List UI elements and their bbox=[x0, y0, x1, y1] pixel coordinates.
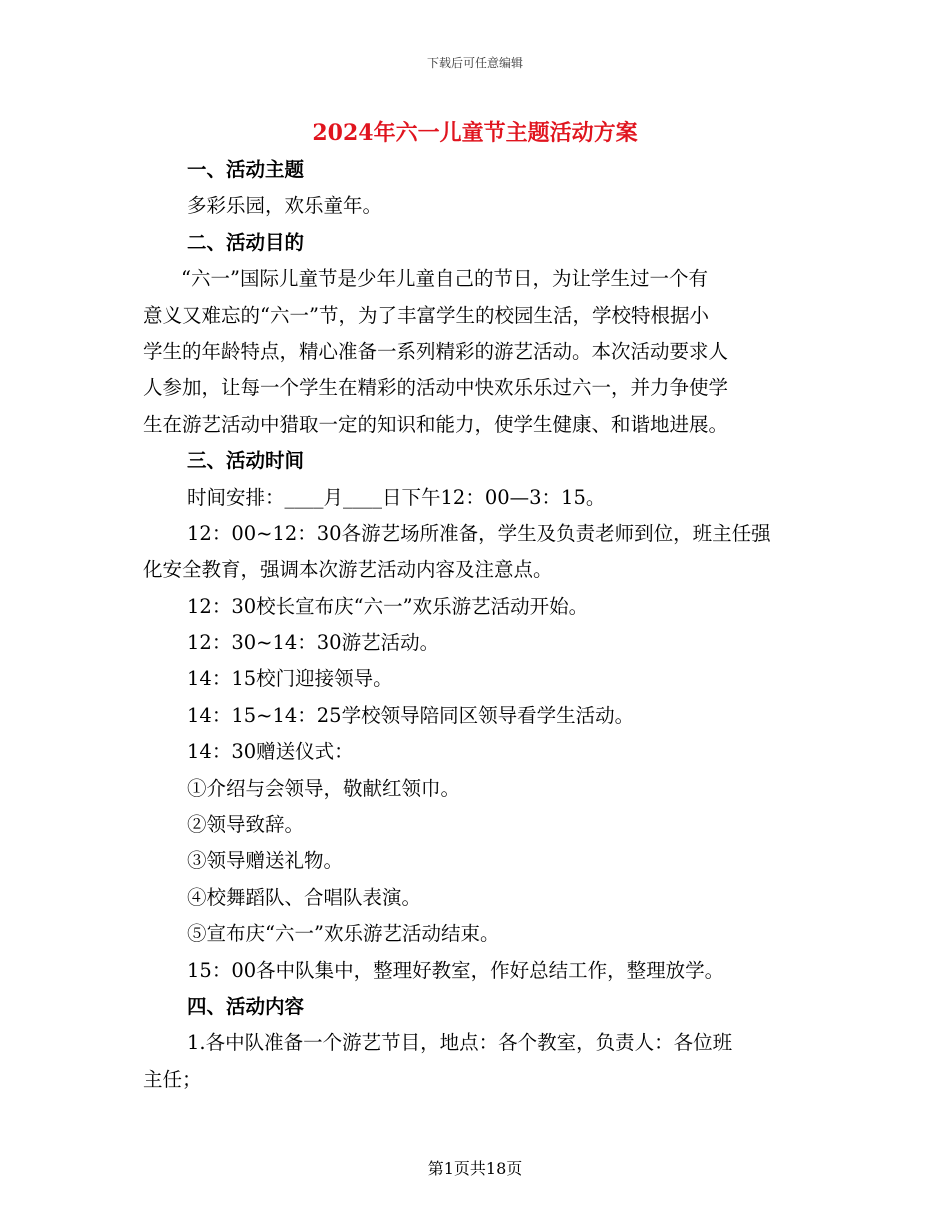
header-note: 下载后可任意编辑 bbox=[426, 56, 523, 70]
schedule-line: 15：00各中队集中，整理好教室，作好总结工作，整理放学。 bbox=[187, 958, 725, 982]
schedule-line: 时间安排：____月____日下午12：00—3：15。 bbox=[187, 485, 606, 509]
paragraph: 多彩乐园，欢乐童年。 bbox=[187, 194, 383, 218]
list-item: ⑤宣布庆“六一”欢乐游艺活动结束。 bbox=[187, 922, 500, 946]
list-item: ③领导赠送礼物。 bbox=[187, 849, 344, 873]
schedule-line: 14：15校门迎接领导。 bbox=[187, 667, 393, 691]
section-heading: 四、活动内容 bbox=[187, 994, 305, 1018]
section-heading: 三、活动时间 bbox=[187, 449, 305, 473]
section-heading: 二、活动目的 bbox=[187, 230, 305, 254]
schedule-line: 14：30赠送仪式： bbox=[187, 740, 354, 764]
list-item: ④校舞蹈队、合唱队表演。 bbox=[187, 885, 422, 909]
paragraph-line: 人参加，让每一个学生在精彩的活动中快欢乐乐过六一，并力争使学 bbox=[143, 376, 729, 400]
schedule-line: 12：00~12：30各游艺场所准备，学生及负责老师到位，班主任强 bbox=[187, 521, 771, 545]
schedule-line: 化安全教育，强调本次游艺活动内容及注意点。 bbox=[143, 558, 553, 582]
paragraph-line: “六一”国际儿童节是少年儿童自己的节日，为让学生过一个有 bbox=[181, 267, 708, 291]
paragraph-line: 意义又难忘的“六一”节，为了丰富学生的校园生活，学校特根据小 bbox=[143, 303, 709, 327]
section-heading: 一、活动主题 bbox=[187, 158, 305, 181]
page-footer: 第1页共18页 bbox=[427, 1159, 523, 1178]
document-title: 2024年六一儿童节主题活动方案 bbox=[312, 120, 638, 146]
schedule-line: 12：30~14：30游艺活动。 bbox=[187, 631, 440, 655]
document-body bbox=[143, 152, 823, 1098]
paragraph-line: 学生的年龄特点，精心准备一系列精彩的游艺活动。本次活动要求人 bbox=[143, 339, 729, 363]
paragraph-line: 生在游艺活动中猎取一定的知识和能力，使学生健康、和谐地进展。 bbox=[143, 412, 729, 436]
paragraph-line: 1.各中队准备一个游艺节目，地点：各个教室，负责人：各位班 bbox=[187, 1031, 733, 1055]
list-item: ①介绍与会领导，敬献红领巾。 bbox=[187, 776, 461, 800]
schedule-line: 14：15~14：25学校领导陪同区领导看学生活动。 bbox=[187, 703, 635, 727]
list-item: ②领导致辞。 bbox=[187, 813, 305, 837]
paragraph-line: 主任； bbox=[143, 1067, 202, 1091]
schedule-line: 12：30校长宣布庆“六一”欢乐游艺活动开始。 bbox=[187, 594, 589, 618]
